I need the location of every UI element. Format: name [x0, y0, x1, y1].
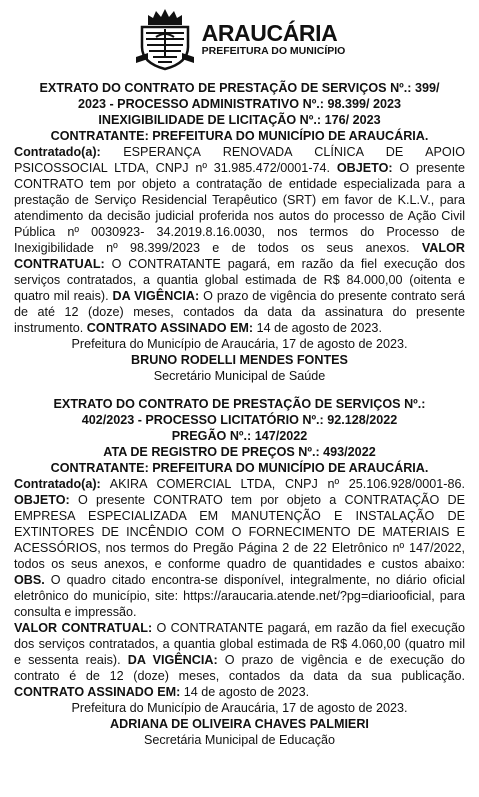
assinado-text: 14 de agosto de 2023. — [180, 685, 310, 699]
valor-label: VALOR CONTRATUAL: — [14, 621, 153, 635]
vigencia-label: DA VIGÊNCIA: — [112, 289, 200, 303]
objeto-label: OBJETO: — [336, 161, 393, 175]
extract-1 — [14, 80, 465, 384]
valor-label: VALOR CONTRATUAL: — [14, 241, 465, 271]
assinado-label: CONTRATO ASSINADO EM: — [86, 321, 254, 335]
extract-title-line: EXTRATO DO CONTRATO DE PRESTAÇÃO DE SERVIÇOS Nº.: 399/ — [39, 81, 440, 95]
signer-role: Secretária Municipal de Educação — [143, 733, 336, 747]
extract-2 — [14, 396, 465, 748]
extract-body-continued — [14, 620, 465, 700]
extract-body — [14, 476, 465, 620]
contratante: CONTRATANTE: PREFEITURA DO MUNICÍPIO DE ARAUCÁRIA. — [50, 461, 429, 475]
signer-role: Secretário Municipal de Saúde — [153, 369, 326, 383]
brand — [201, 19, 346, 57]
vigencia-text: O prazo de vigência e de execução do contrato é de 12 (doze) meses, contados da data da sua publicação. — [14, 653, 465, 683]
extract-title-line: 402/2023 - PROCESSO LICITATÓRIO Nº.: 92.128/2022 — [81, 413, 398, 427]
place-date: Prefeitura do Município de Araucária, 17 de agosto de 2023. — [71, 337, 408, 351]
extract-title-line: PREGÃO Nº.: 147/2022 — [171, 429, 308, 443]
contratado-label: Contratado(a): — [14, 477, 101, 491]
extract-body — [14, 144, 465, 336]
objeto-text: O presente CONTRATO tem por objeto a contratação de entidade especializada para a prestação de Serviço Residencial Terapêutico (SRT) em favor de K.L.V., para atendimento da decisão judicial proferida nos autos do processo de Ação Civil Pública nº 0030923- 34.2019.8.16.0030, nos termos do Processo de Inexigibilidade nº 98.399/2023 e de todos os seus anexos. — [14, 161, 465, 255]
extract-title-line: INEXIGIBILIDADE DE LICITAÇÃO Nº.: 176/ 2023 — [98, 113, 381, 127]
contratado-text: AKIRA COMERCIAL LTDA, CNPJ nº 25.106.928/0001-86. — [100, 477, 465, 491]
vigencia-label: DA VIGÊNCIA: — [127, 653, 218, 667]
contratado-label: Contratado(a): — [14, 145, 101, 159]
signer-name: BRUNO RODELLI MENDES FONTES — [131, 353, 348, 367]
extract-title-line: EXTRATO DO CONTRATO DE PRESTAÇÃO DE SERVIÇOS Nº.: — [53, 397, 426, 411]
valor-text: O CONTRATANTE pagará, em razão da fiel execução dos serviços contratados, a quantia global estimada de R$ 4.060,00 (quatro mil e sessenta reais). — [14, 621, 465, 667]
objeto-text: O presente CONTRATO tem por objeto a CONTRATAÇÃO DE EMPRESA ESPECIALIZADA EM MANUTENÇÃO E INSTALAÇÃO DE EXTINTORES DE INCÊNDIO COM O FORNECIMENTO DE MATERIAIS E ACESSÓRIOS, nos termos do Pregão Página 2 de 22 Eletrônico nº 147/2022, todos os seus anexos, e conforme quadro de quantidades e custos abaixo: — [14, 493, 465, 571]
contratado-text: ESPERANÇA RENOVADA CLÍNICA DE APOIO PSICOSSOCIAL LTDA, CNPJ nº 31.985.472/0001-74. — [14, 145, 465, 175]
assinado-text: 14 de agosto de 2023. — [253, 321, 382, 335]
extract-title-line: 2023 - PROCESSO ADMINISTRATIVO Nº.: 98.399/ 2023 — [77, 97, 402, 111]
objeto-label: OBJETO: — [14, 493, 70, 507]
brand-subtitle: PREFEITURA DO MUNICÍPIO — [201, 44, 346, 57]
obs-label: OBS. — [14, 573, 45, 587]
signer-name: ADRIANA DE OLIVEIRA CHAVES PALMIERI — [110, 717, 369, 731]
municipal-crest-icon — [134, 7, 196, 71]
place-date: Prefeitura do Município de Araucária, 17 de agosto de 2023. — [71, 701, 408, 715]
section-gap — [14, 384, 465, 396]
brand-name: ARAUCÁRIA — [201, 19, 338, 46]
vigencia-text: O prazo de vigência do presente contrato será de até 12 (doze) meses, contados da data da assinatura do presente instrumento. — [14, 289, 465, 335]
assinado-label: CONTRATO ASSINADO EM: — [14, 685, 181, 699]
contratante: CONTRATANTE: PREFEITURA DO MUNICÍPIO DE ARAUCÁRIA. — [50, 129, 429, 143]
header — [14, 0, 465, 74]
extract-title-line: ATA DE REGISTRO DE PREÇOS Nº.: 493/2022 — [103, 445, 376, 459]
obs-text: O quadro citado encontra-se disponível, integralmente, no diário oficial eletrônico do município, site: https://araucaria.atende.net/?pg=diariooficial, para consulta e impressão. — [14, 573, 465, 619]
valor-text: O CONTRATANTE pagará, em razão da fiel execução dos serviços contratados, a quantia global estimada de R$ 84.000,00 (oitenta e quatro mil reais). — [14, 257, 465, 303]
